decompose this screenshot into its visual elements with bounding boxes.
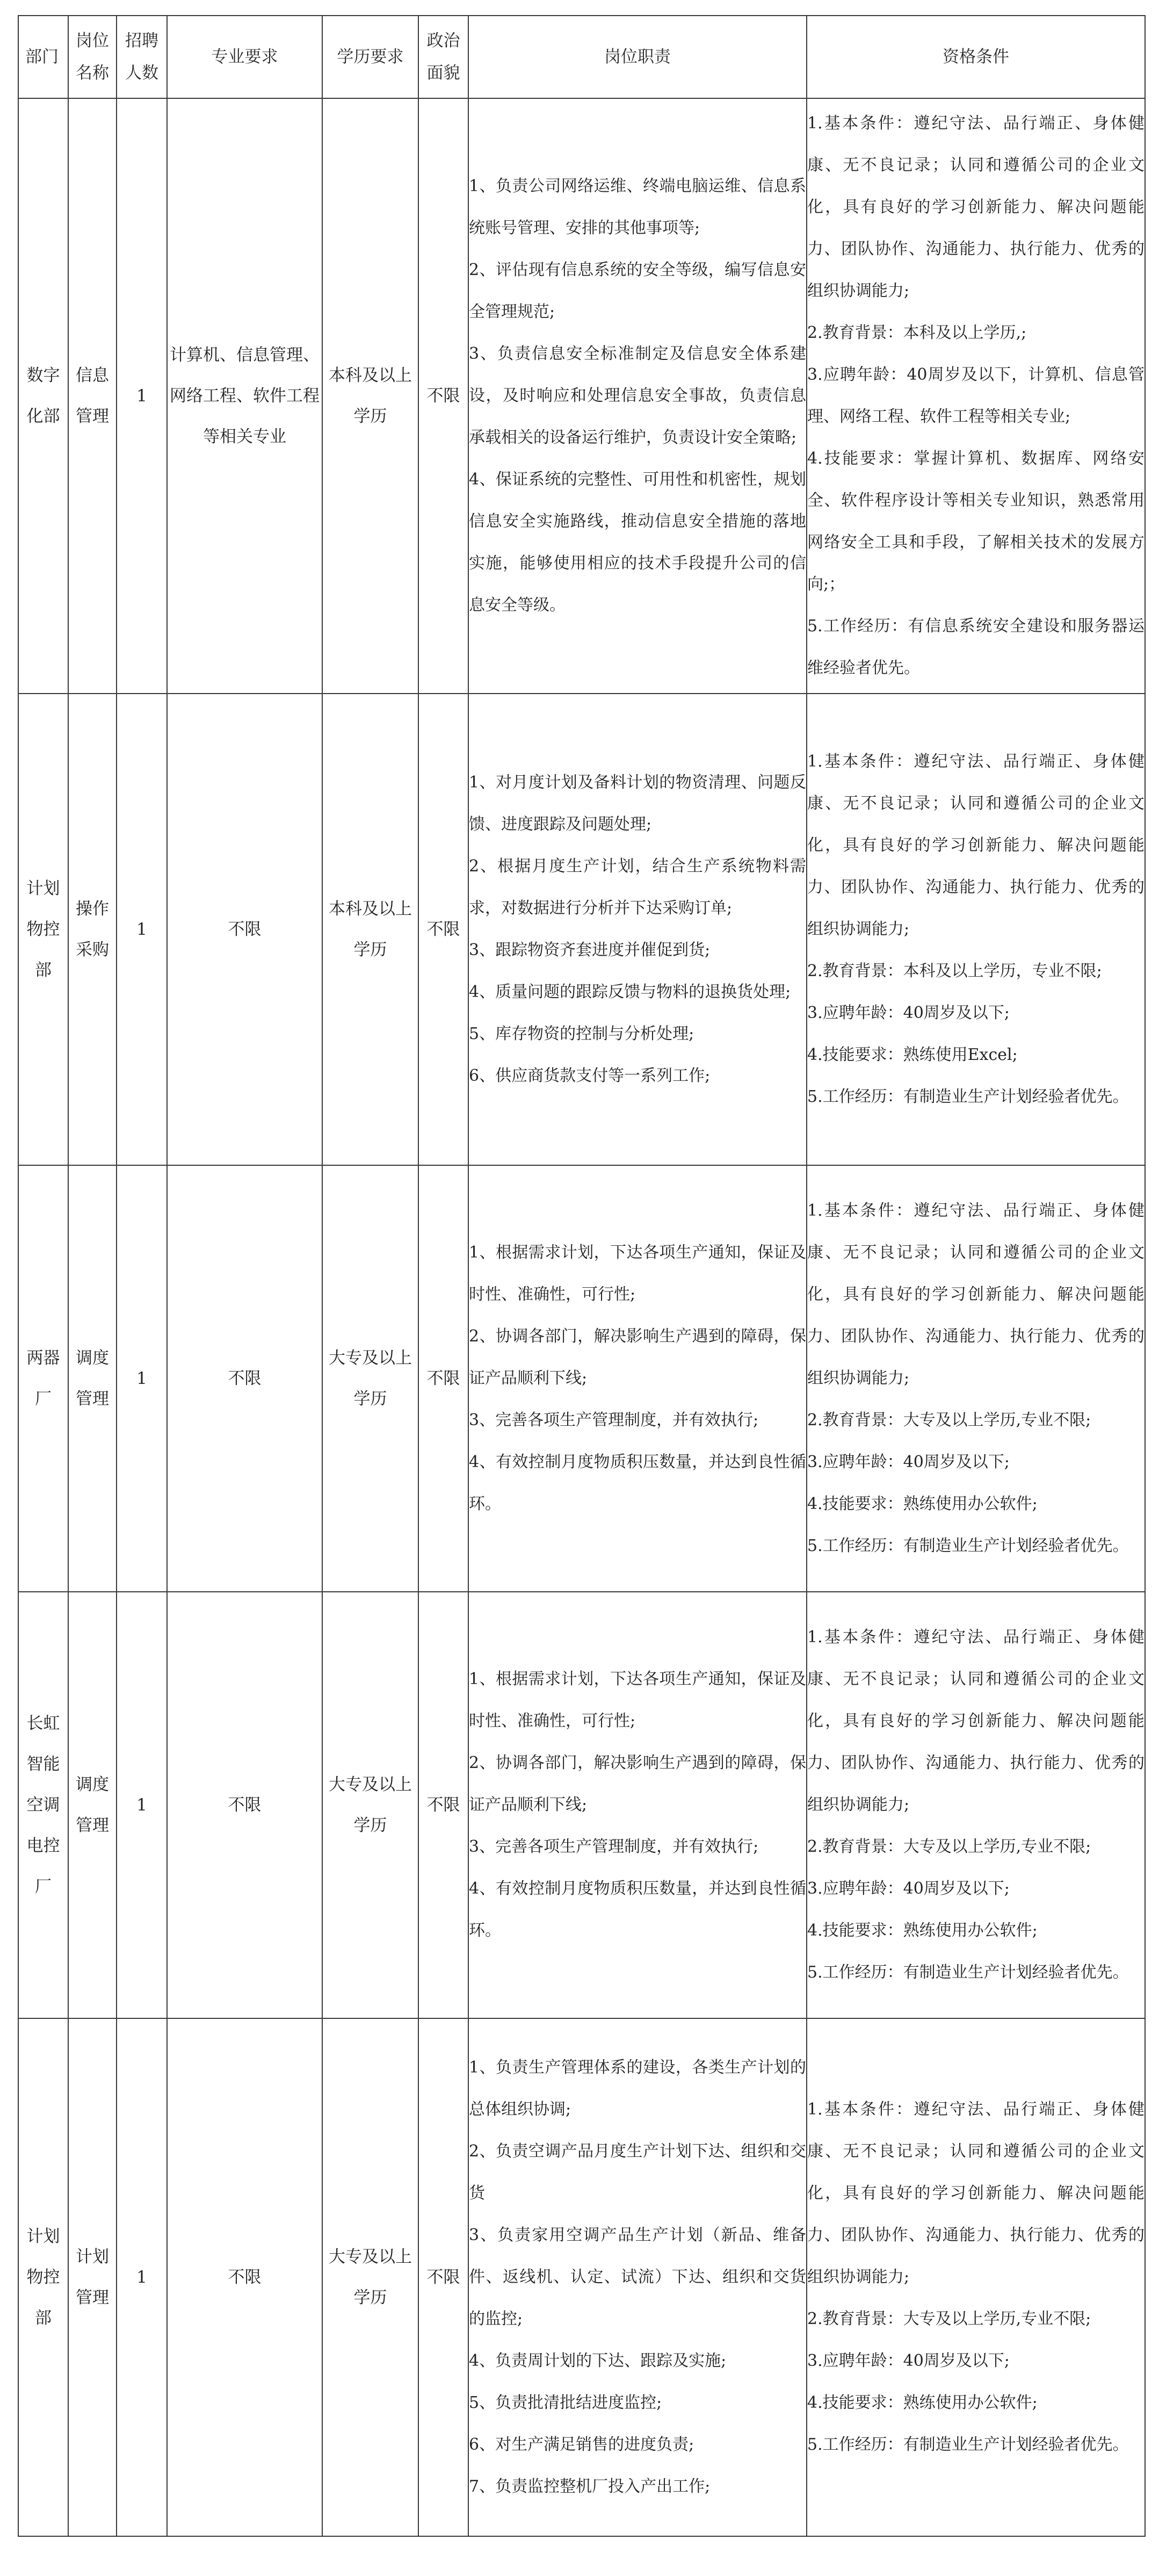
duty-item: 2、根据月度生产计划，结合生产系统物料需求，对数据进行分析并下达采购订单; <box>469 857 806 918</box>
department-cell: 长虹智能空调电控厂 <box>18 1592 68 2018</box>
qualification-item: 2.教育背景：本科及以上学历，专业不限; <box>807 962 1102 980</box>
education-cell: 大专及以上学历 <box>322 1592 418 2018</box>
department-cell: 计划物控部 <box>18 694 68 1165</box>
qualifications-cell <box>807 2018 1145 2536</box>
duty-item: 3、负责信息安全标准制定及信息安全体系建设，及时响应和处理信息安全事故，负责信息承载相关的设备运行维护，负责设计安全策略; <box>469 344 806 447</box>
qualifications-cell <box>807 1592 1145 2018</box>
table-row <box>18 694 1145 1165</box>
education-cell: 大专及以上学历 <box>322 2018 418 2536</box>
duty-item: 3、完善各项生产管理制度，并有效执行; <box>469 1411 759 1430</box>
duty-item: 4、有效控制月度物质积压数量，并达到良性循环。 <box>469 1453 806 1513</box>
header-department: 部门 <box>18 16 68 98</box>
qualification-item: 5.工作经历：有信息系统安全建设和服务器运维经验者优先。 <box>807 617 1144 677</box>
qualification-item: 5.工作经历：有制造业生产计划经验者优先。 <box>807 1536 1129 1555</box>
recruitment-table <box>18 15 1146 2537</box>
qualification-item: 4.技能要求：熟练使用办公软件; <box>807 1921 1038 1940</box>
duty-item: 7、负责监控整机厂投入产出工作; <box>469 2477 711 2496</box>
position-cell: 操作采购 <box>68 694 117 1165</box>
headcount-cell: 1 <box>117 1165 167 1592</box>
duty-item: 2、负责空调产品月度生产计划下达、组织和交货 <box>469 2142 806 2203</box>
headcount-cell: 1 <box>117 2018 167 2536</box>
duty-item: 3、负责家用空调产品生产计划（新品、维备件、返线机、认定、试流）下达、组织和交货的监控; <box>469 2226 806 2328</box>
duty-item: 5、库存物资的控制与分析处理; <box>469 1024 694 1043</box>
qualifications-cell <box>807 98 1145 694</box>
qualification-item: 2.教育背景：大专及以上学历,专业不限; <box>807 2310 1091 2328</box>
qualification-item: 2.教育背景：大专及以上学历,专业不限; <box>807 1411 1091 1430</box>
table-body <box>18 98 1145 2536</box>
position-cell: 信息管理 <box>68 98 117 694</box>
header-position-label: 岗位名称 <box>76 31 109 83</box>
table-header <box>18 16 1145 98</box>
header-qualifications: 资格条件 <box>807 16 1145 98</box>
duty-item: 1、根据需求计划，下达各项生产通知，保证及时性、准确性，可行性; <box>469 1670 806 1730</box>
duty-item: 3、完善各项生产管理制度，并有效执行; <box>469 1837 759 1856</box>
qualification-item: 5.工作经历：有制造业生产计划经验者优先。 <box>807 1963 1129 1982</box>
duties-cell <box>468 2018 807 2536</box>
duty-item: 4、负责周计划的下达、跟踪及实施; <box>469 2351 727 2370</box>
qualification-item: 4.技能要求：熟练使用办公软件; <box>807 1495 1038 1513</box>
qualification-item: 3.应聘年龄：40周岁及以下; <box>807 1879 1010 1898</box>
duty-item: 4、质量问题的跟踪反馈与物料的退换货处理; <box>469 983 791 1001</box>
education-cell: 本科及以上学历 <box>322 98 418 694</box>
department-cell: 计划物控部 <box>18 2018 68 2536</box>
duty-item: 1、根据需求计划，下达各项生产通知，保证及时性、准确性，可行性; <box>469 1243 806 1304</box>
major-cell: 计算机、信息管理、网络工程、软件工程等相关专业 <box>167 98 322 694</box>
political-cell: 不限 <box>418 2018 468 2536</box>
duties-cell <box>468 1165 807 1592</box>
political-cell: 不限 <box>418 98 468 694</box>
headcount-cell: 1 <box>117 98 167 694</box>
qualification-item: 2.教育背景：本科及以上学历,; <box>807 323 1027 342</box>
duties-cell <box>468 98 807 694</box>
political-cell: 不限 <box>418 1165 468 1592</box>
header-political <box>418 16 468 98</box>
duty-item: 2、协调各部门，解决影响生产遇到的障碍，保证产品顺利下线; <box>469 1754 806 1814</box>
duty-item: 6、对生产满足销售的进度负责; <box>469 2435 694 2454</box>
political-cell: 不限 <box>418 694 468 1165</box>
qualification-item: 4.技能要求：熟练使用办公软件; <box>807 2393 1038 2412</box>
headcount-cell: 1 <box>117 694 167 1165</box>
major-cell: 不限 <box>167 1592 322 2018</box>
qualification-item: 1.基本条件：遵纪守法、品行端正、身体健康、无不良记录；认同和遵循公司的企业文化，具有良好的学习创新能力、解决问题能力、团队协作、沟通能力、执行能力、优秀的组织协调能力; <box>807 1201 1144 1388</box>
position-cell: 调度管理 <box>68 1592 117 2018</box>
duty-item: 1、负责生产管理体系的建设，各类生产计划的总体组织协调; <box>469 2058 806 2119</box>
qualification-item: 4.技能要求：掌握计算机、数据库、网络安全、软件程序设计等相关专业知识，熟悉常用网络安全工具和手段，了解相关技术的发展方向;； <box>807 449 1144 594</box>
header-position <box>68 16 117 98</box>
qualification-item: 5.工作经历：有制造业生产计划经验者优先。 <box>807 1087 1129 1106</box>
duty-item: 1、对月度计划及备料计划的物资清理、问题反馈、进度跟踪及问题处理; <box>469 773 806 834</box>
duties-cell <box>468 1592 807 2018</box>
table-row <box>18 1592 1145 2018</box>
department-cell: 数字化部 <box>18 98 68 694</box>
header-major: 专业要求 <box>167 16 322 98</box>
qualification-item: 2.教育背景：大专及以上学历,专业不限; <box>807 1837 1091 1856</box>
duty-item: 4、有效控制月度物质积压数量，并达到良性循环。 <box>469 1879 806 1940</box>
table-row <box>18 98 1145 694</box>
qualification-item: 1.基本条件：遵纪守法、品行端正、身体健康、无不良记录；认同和遵循公司的企业文化，具有良好的学习创新能力、解决问题能力、团队协作、沟通能力、执行能力、优秀的组织协调能力; <box>807 2100 1144 2286</box>
qualification-item: 3.应聘年龄：40周岁及以下; <box>807 1453 1010 1471</box>
duty-item: 1、负责公司网络运维、终端电脑运维、信息系统账号管理、安排的其他事项等; <box>469 177 806 237</box>
major-cell: 不限 <box>167 2018 322 2536</box>
duty-item: 5、负责批清批结进度监控; <box>469 2393 662 2412</box>
qualification-item: 3.应聘年龄：40周岁及以下; <box>807 2351 1010 2370</box>
major-cell: 不限 <box>167 694 322 1165</box>
duty-item: 4、保证系统的完整性、可用性和机密性，规划信息安全实施路线，推动信息安全措施的落地实施，能够使用相应的技术手段提升公司的信息安全等级。 <box>469 470 806 615</box>
political-cell: 不限 <box>418 1592 468 2018</box>
qualification-item: 5.工作经历：有制造业生产计划经验者优先。 <box>807 2435 1129 2454</box>
qualification-item: 1.基本条件：遵纪守法、品行端正、身体健康、无不良记录；认同和遵循公司的企业文化，具有良好的学习创新能力、解决问题能力、团队协作、沟通能力、执行能力、优秀的组织协调能力; <box>807 114 1144 300</box>
duty-item: 3、跟踪物资齐套进度并催促到货; <box>469 941 711 959</box>
header-education: 学历要求 <box>322 16 418 98</box>
qualification-item: 4.技能要求：熟练使用Excel; <box>807 1045 1018 1064</box>
position-cell: 调度管理 <box>68 1165 117 1592</box>
qualifications-cell <box>807 694 1145 1165</box>
qualification-item: 1.基本条件：遵纪守法、品行端正、身体健康、无不良记录；认同和遵循公司的企业文化，具有良好的学习创新能力、解决问题能力、团队协作、沟通能力、执行能力、优秀的组织协调能力; <box>807 752 1144 939</box>
header-row <box>18 16 1145 98</box>
qualification-item: 3.应聘年龄：40周岁及以下，计算机、信息管理、网络工程、软件工程等相关专业; <box>807 365 1144 426</box>
duty-item: 2、评估现有信息系统的安全等级，编写信息安全管理规范; <box>469 261 806 321</box>
duties-cell <box>468 694 807 1165</box>
major-cell: 不限 <box>167 1165 322 1592</box>
duty-item: 2、协调各部门，解决影响生产遇到的障碍，保证产品顺利下线; <box>469 1327 806 1388</box>
education-cell: 大专及以上学历 <box>322 1165 418 1592</box>
department-cell: 两器厂 <box>18 1165 68 1592</box>
table-row <box>18 1165 1145 1592</box>
header-political-label: 政治面貌 <box>426 31 460 83</box>
qualification-item: 1.基本条件：遵纪守法、品行端正、身体健康、无不良记录；认同和遵循公司的企业文化，具有良好的学习创新能力、解决问题能力、团队协作、沟通能力、执行能力、优秀的组织协调能力; <box>807 1628 1144 1814</box>
position-cell: 计划管理 <box>68 2018 117 2536</box>
education-cell: 本科及以上学历 <box>322 694 418 1165</box>
qualifications-cell <box>807 1165 1145 1592</box>
table-row <box>18 2018 1145 2536</box>
header-headcount-label: 招聘人数 <box>125 31 158 83</box>
header-headcount <box>117 16 167 98</box>
headcount-cell: 1 <box>117 1592 167 2018</box>
qualification-item: 3.应聘年龄：40周岁及以下; <box>807 1004 1010 1022</box>
header-duties: 岗位职责 <box>468 16 807 98</box>
duty-item: 6、供应商货款支付等一系列工作; <box>469 1066 711 1085</box>
